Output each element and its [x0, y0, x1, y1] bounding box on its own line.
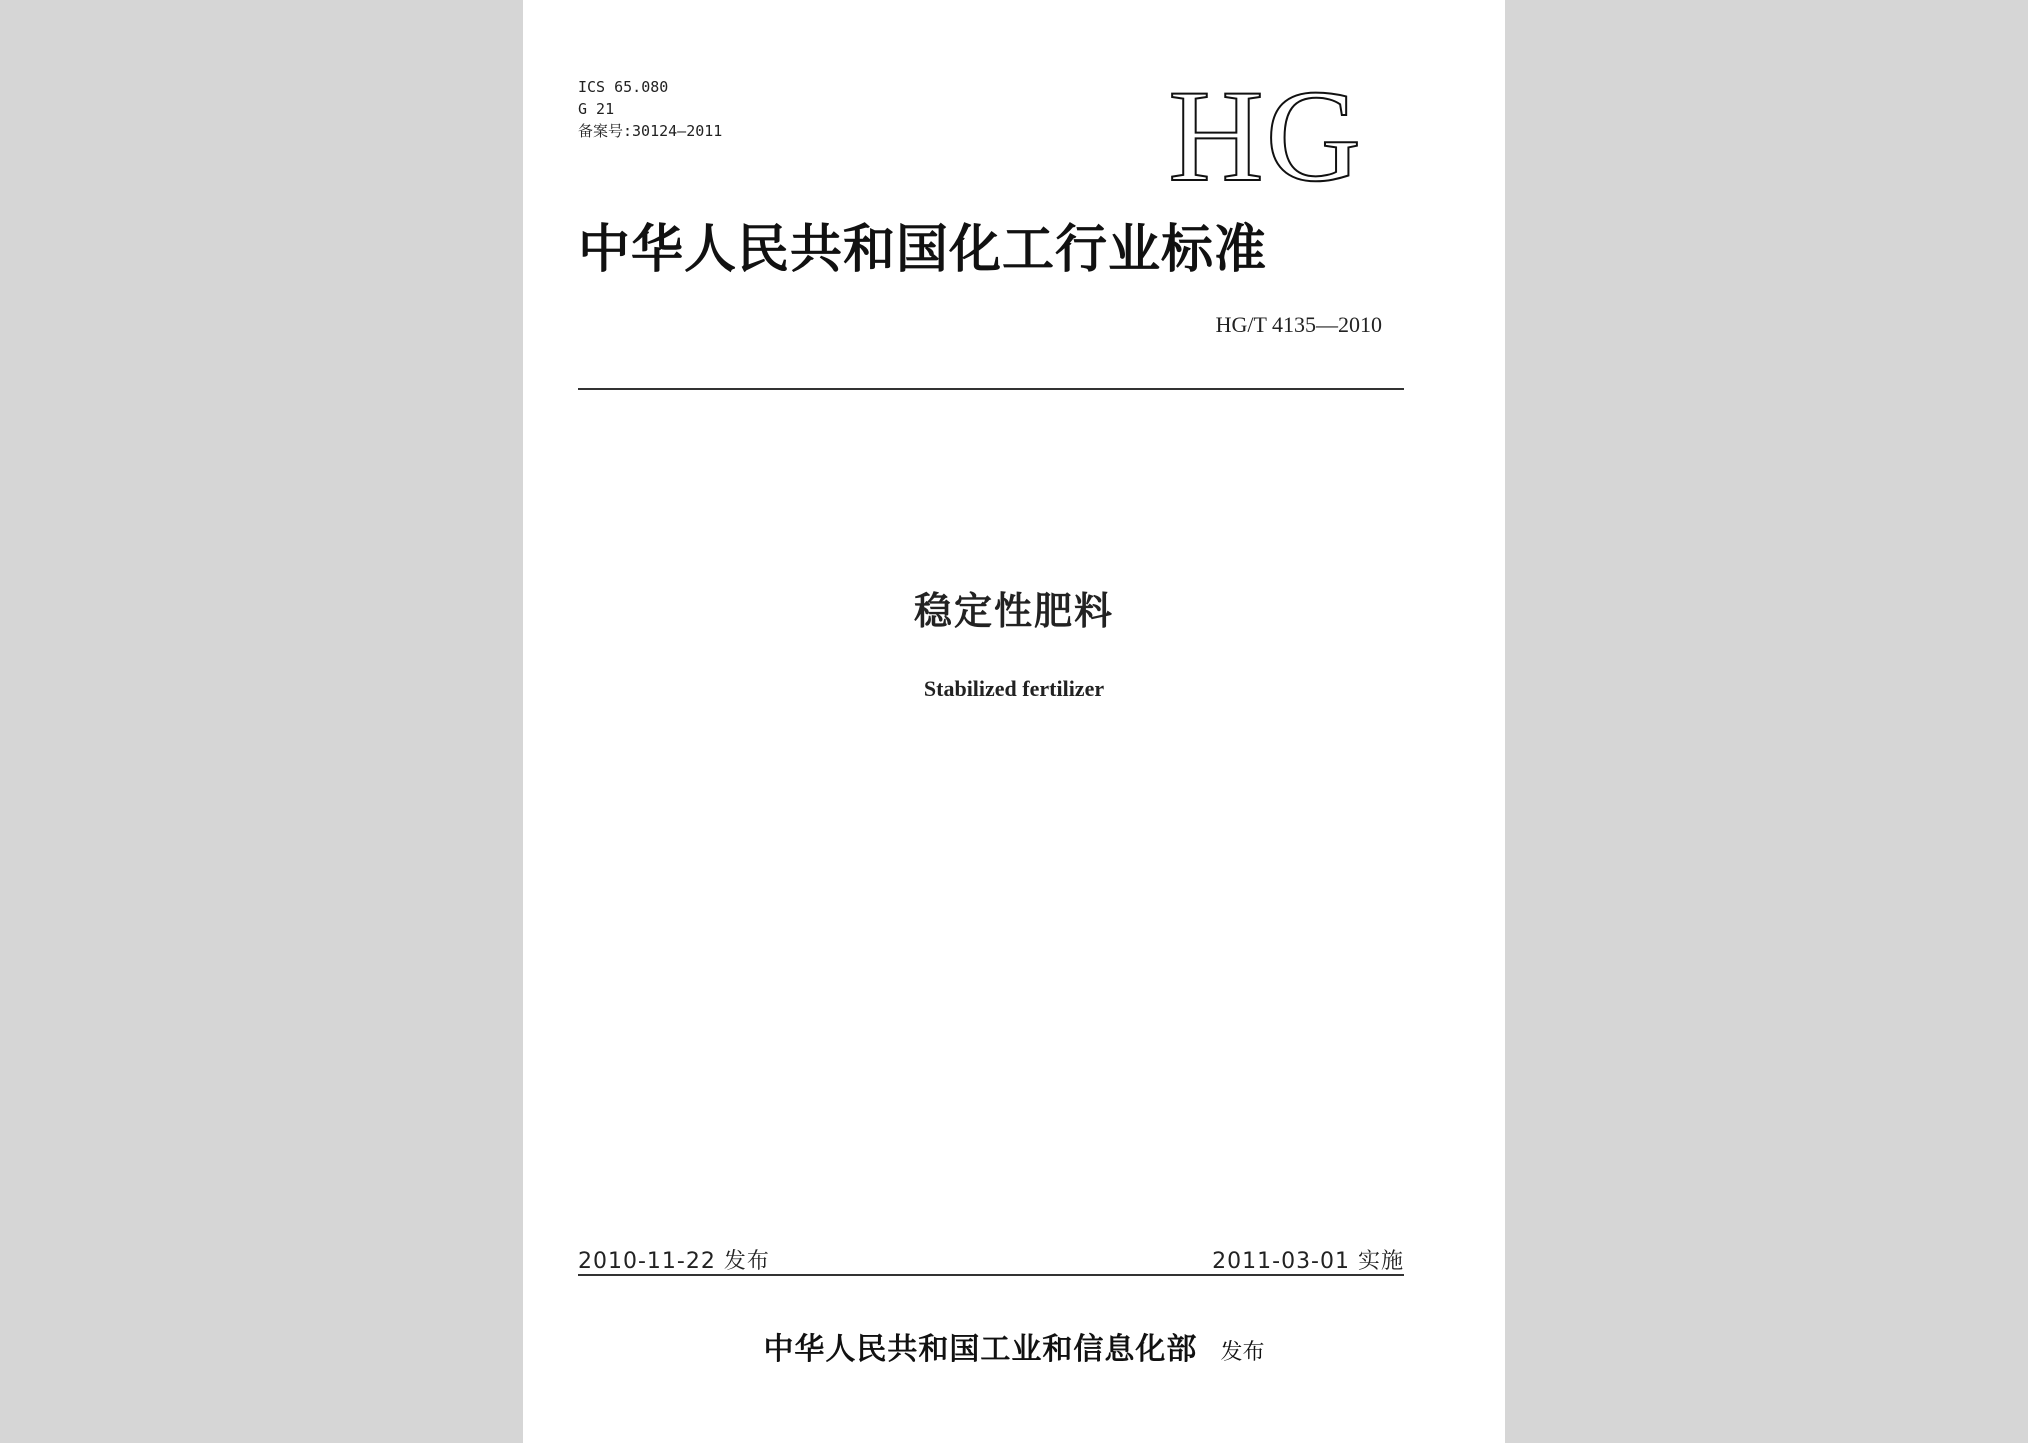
publisher-verb: 发布: [1220, 1340, 1265, 1365]
issue-date: 2010-11-22 发布: [578, 1249, 770, 1274]
filing-number: 备案号:30124—2011: [578, 122, 723, 140]
publisher-organization: 中华人民共和国工业和信息化部: [763, 1332, 1198, 1367]
publisher-line: [523, 1324, 1505, 1368]
bottom-divider: [578, 1274, 1404, 1276]
classification-block: [578, 76, 722, 142]
document-title-chinese: 稳定性肥料: [913, 589, 1114, 633]
ics-code: ICS 65.080: [578, 78, 669, 96]
top-divider: [578, 388, 1404, 390]
document-title-english: Stabilized fertilizer: [923, 676, 1105, 701]
hg-logo: HG: [1168, 62, 1363, 209]
standard-code: HG/T 4135—2010: [1215, 312, 1382, 337]
effective-date: 2011-03-01 实施: [1212, 1249, 1404, 1274]
document-page: [523, 0, 1505, 1443]
standard-title: 中华人民共和国化工行业标准: [578, 219, 1268, 280]
ccs-code: G 21: [578, 100, 615, 118]
